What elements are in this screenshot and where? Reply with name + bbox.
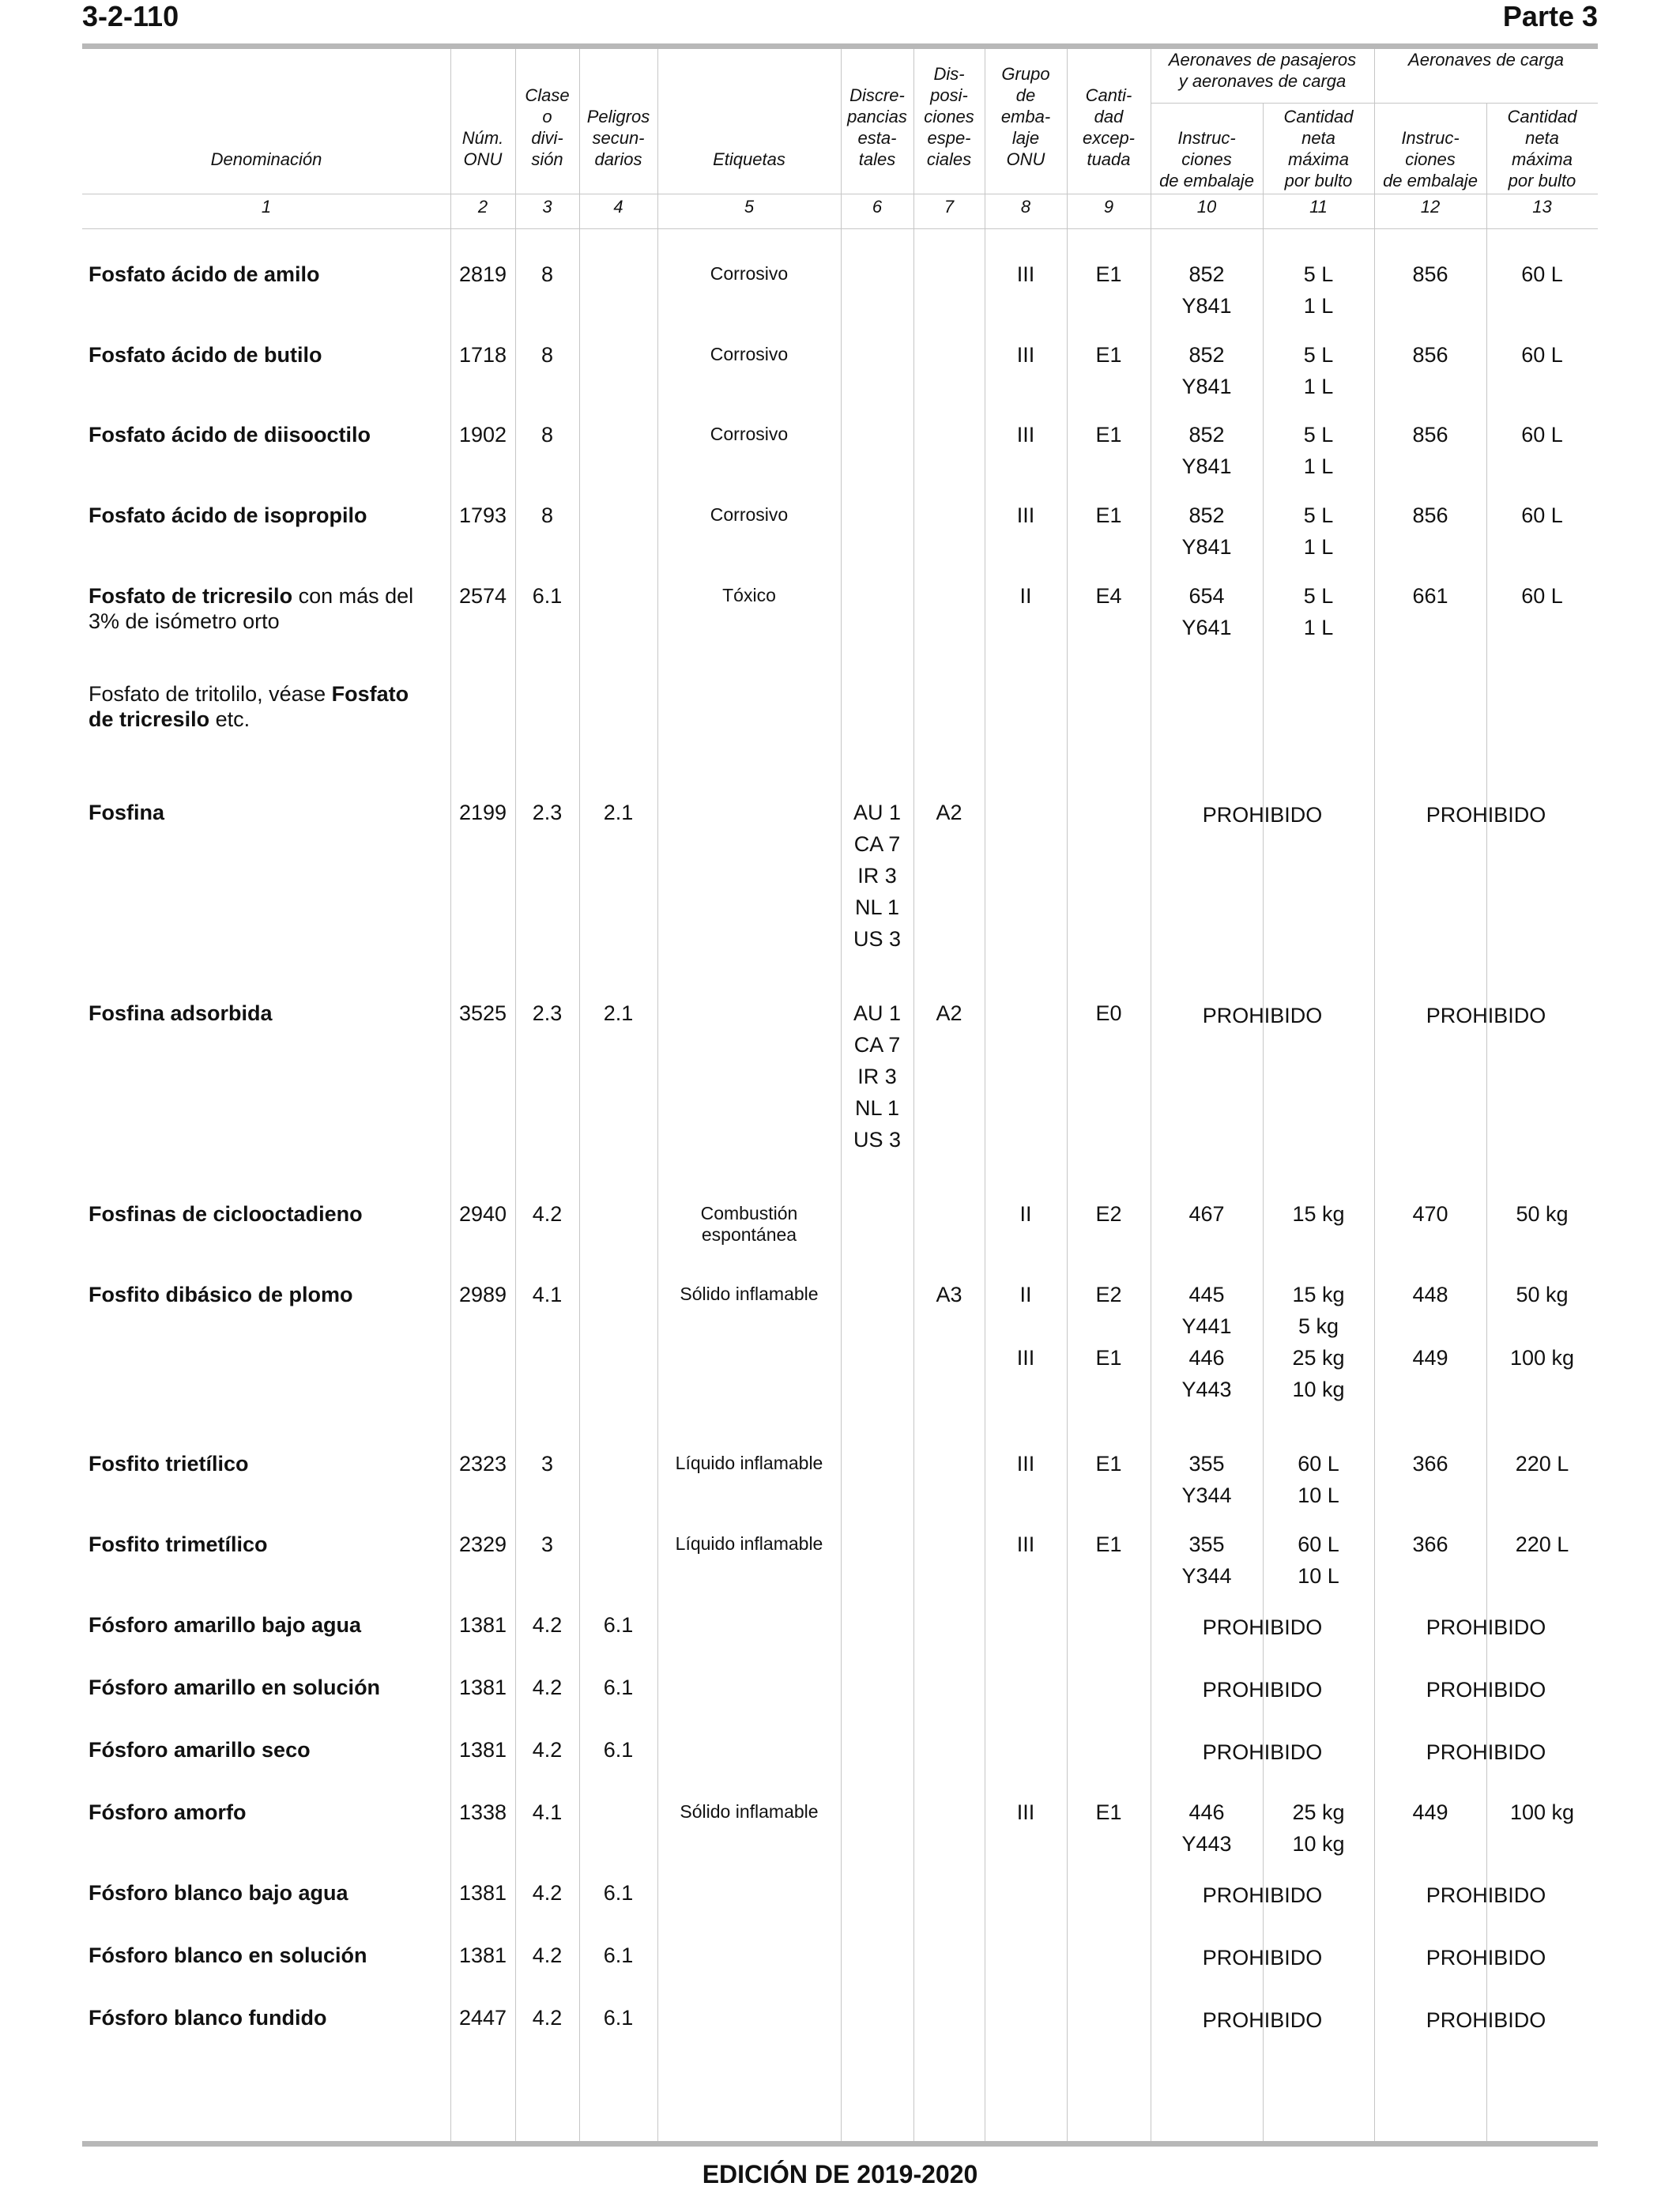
hazard-label: Líquido inflamable [675,1453,823,1473]
name-suffix: con más del 3% de isómetro orto [89,584,414,633]
column-divider [579,49,580,2141]
name-suffix: etc. [209,707,250,731]
passenger-max-net-qty: 15 kg [1292,1202,1345,1226]
name-bold: Fósforo blanco bajo agua [89,1881,348,1905]
part-title: Parte 3 [1502,0,1598,32]
column-number: 1 [261,197,272,217]
column-number: 3 [542,197,552,217]
substance-name [89,1001,436,1026]
header-grupo: Grupo de emba- laje ONU [1000,64,1051,169]
column-number: 7 [944,197,955,217]
excepted-quantity: E1 [1095,1800,1122,1824]
bottom-rule [82,2141,1598,2147]
excepted-quantity: E1 [1095,343,1122,367]
passenger-packing-instruction: 355 Y344 [1181,1452,1232,1507]
column-divider [913,49,914,2141]
name-bold: Fósforo amarillo bajo agua [89,1613,362,1637]
cargo-forbidden: PROHIBIDO [1426,1740,1546,1764]
substance-name [89,342,436,368]
header-discrepancias: Discre- pancias esta- tales [847,85,907,169]
name-bold: Fosfito trimetílico [89,1532,268,1556]
substance-name [89,1800,436,1825]
passenger-packing-instruction: 654 Y641 [1181,584,1232,639]
excepted-quantity: E1 [1095,423,1122,447]
excepted-quantity: E1 [1095,262,1122,286]
name-bold: Fósforo blanco en solución [89,1943,367,1967]
name-prefix: Fosfato de tritolilo, véase [89,682,332,706]
name-bold: Fósforo amarillo en solución [89,1676,381,1699]
header-instr-cargo: Instruc- ciones de embalaje [1383,128,1478,190]
class-division: 8 [541,343,554,367]
header-instr-pass: Instruc- ciones de embalaje [1159,128,1254,190]
passenger-packing-instruction: 446 Y443 [1181,1800,1232,1856]
cargo-packing-instruction: 856 [1412,503,1448,527]
passenger-packing-instruction: 467 [1188,1202,1225,1226]
class-division: 4.2 [532,1738,563,1762]
header-denominacion: Denominación [210,149,322,169]
header-group-passenger: Aeronaves de pasajeros y aeronaves de carga [1168,50,1357,91]
passenger-packing-instruction: 852 Y841 [1181,343,1232,398]
hazard-label: Líquido inflamable [675,1533,823,1554]
hazard-label: Sólido inflamable [680,1284,819,1304]
substance-name [89,681,436,732]
class-division: 4.1 [532,1800,563,1824]
cargo-packing-instruction: 856 [1412,262,1448,286]
cargo-max-net-qty: 220 L [1515,1452,1569,1476]
passenger-max-net-qty: 15 kg 5 kg 25 kg 10 kg [1292,1283,1345,1401]
class-division: 4.2 [532,1943,563,1967]
class-division: 4.2 [532,1613,563,1637]
header-disposiciones: Dis- posi- ciones espe- ciales [924,64,974,169]
header-etiquetas: Etiquetas [713,149,785,169]
un-number: 2447 [458,2006,507,2030]
packing-group: II III [1016,1283,1035,1370]
passenger-packing-instruction: 355 Y344 [1181,1532,1232,1588]
header-group-cargo: Aeronaves de carga [1408,50,1564,70]
subsidiary-hazard: 2.1 [603,801,634,824]
substance-name [89,583,436,634]
hazard-label: Corrosivo [710,424,789,444]
excepted-quantity: E4 [1095,584,1122,608]
class-division: 2.3 [532,801,563,824]
class-division: 4.1 [532,1283,563,1306]
subsidiary-hazard: 6.1 [603,2006,634,2030]
row-divider [82,228,1598,229]
packing-group: II [1019,1202,1032,1226]
cargo-max-net-qty: 220 L [1515,1532,1569,1556]
hazard-label: Sólido inflamable [680,1801,819,1822]
name-bold: Fosfato de tricresilo [89,682,409,731]
passenger-packing-instruction: 445 Y441 446 Y443 [1181,1283,1232,1401]
un-number: 2323 [458,1452,507,1476]
excepted-quantity: E2 [1095,1202,1122,1226]
cargo-forbidden: PROHIBIDO [1426,1615,1546,1639]
cargo-max-net-qty: 60 L [1521,584,1563,608]
passenger-max-net-qty: 5 L 1 L [1303,343,1334,398]
passenger-forbidden: PROHIBIDO [1202,803,1323,827]
name-bold: Fosfina adsorbida [89,1001,273,1025]
cargo-max-net-qty: 60 L [1521,423,1563,447]
un-number: 1902 [458,423,507,447]
passenger-max-net-qty: 60 L 10 L [1298,1452,1339,1507]
passenger-forbidden: PROHIBIDO [1202,2008,1323,2032]
passenger-max-net-qty: 5 L 1 L [1303,262,1334,318]
header-qty-cargo: Cantidad neta máxima por bulto [1507,107,1577,190]
header-peligros: Peligros secun- darios [586,107,650,169]
packing-group: III [1016,503,1035,527]
passenger-max-net-qty: 60 L 10 L [1298,1532,1339,1588]
column-number: 2 [477,197,488,217]
un-number: 1381 [458,1881,507,1905]
passenger-max-net-qty: 25 kg 10 kg [1292,1800,1345,1856]
substance-name [89,262,436,287]
cargo-packing-instruction: 366 [1412,1452,1448,1476]
passenger-max-net-qty: 5 L 1 L [1303,503,1334,559]
cargo-packing-instruction: 470 [1412,1202,1448,1226]
class-division: 8 [541,503,554,527]
name-bold: Fosfato ácido de butilo [89,343,322,367]
top-rule [82,43,1598,49]
state-variations: AU 1 CA 7 IR 3 NL 1 US 3 [853,1001,902,1152]
column-number: 10 [1196,197,1217,217]
packing-group: III [1016,1800,1035,1824]
special-provisions: A2 [936,801,962,824]
cargo-forbidden: PROHIBIDO [1426,1004,1546,1027]
page-number: 3-2-110 [82,0,179,32]
hazard-label: Corrosivo [710,263,789,284]
column-number: 5 [744,197,755,217]
cargo-packing-instruction: 448 449 [1412,1283,1448,1370]
class-division: 2.3 [532,1001,563,1025]
substance-name [89,1532,436,1557]
column-divider [1486,103,1487,2141]
packing-group: II [1019,584,1032,608]
substance-name [89,1880,436,1906]
excepted-quantity: E1 [1095,1532,1122,1556]
class-division: 4.2 [532,2006,563,2030]
substance-name [89,800,436,825]
cargo-max-net-qty: 50 kg [1516,1202,1569,1226]
passenger-packing-instruction: 852 Y841 [1181,262,1232,318]
cargo-forbidden: PROHIBIDO [1426,2008,1546,2032]
cargo-forbidden: PROHIBIDO [1426,1678,1546,1702]
un-number: 2819 [458,262,507,286]
name-bold: Fosfito dibásico de plomo [89,1283,353,1306]
name-bold: Fosfato ácido de amilo [89,262,320,286]
substance-name [89,1282,436,1307]
cargo-packing-instruction: 856 [1412,343,1448,367]
substance-name [89,422,436,447]
un-number: 2574 [458,584,507,608]
un-number: 1718 [458,343,507,367]
passenger-forbidden: PROHIBIDO [1202,1883,1323,1907]
name-bold: Fosfato de tricresilo [89,584,293,608]
substance-name [89,1675,436,1700]
name-bold: Fosfato ácido de isopropilo [89,503,367,527]
name-bold: Fósforo amorfo [89,1800,247,1824]
cargo-max-net-qty: 100 kg [1509,1800,1575,1824]
substance-name [89,1737,436,1762]
name-bold: Fosfito trietílico [89,1452,249,1476]
column-number: 8 [1020,197,1031,217]
subsidiary-hazard: 6.1 [603,1881,634,1905]
excepted-quantity: E1 [1095,503,1122,527]
un-number: 1381 [458,1943,507,1967]
header-clase: Clase o divi- sión [525,85,570,169]
class-division: 8 [541,423,554,447]
cargo-max-net-qty: 60 L [1521,503,1563,527]
hazard-label: Corrosivo [710,504,789,525]
cargo-packing-instruction: 661 [1412,584,1448,608]
class-division: 4.2 [532,1676,563,1699]
header-qty-pass: Cantidad neta máxima por bulto [1283,107,1354,190]
cargo-max-net-qty: 50 kg 100 kg [1509,1283,1575,1370]
class-division: 6.1 [532,584,563,608]
substance-name [89,503,436,528]
substance-name [89,1201,436,1227]
un-number: 1338 [458,1800,507,1824]
hazard-label: Tóxico [722,585,776,605]
packing-group: III [1016,343,1035,367]
subsidiary-hazard: 6.1 [603,1676,634,1699]
cargo-forbidden: PROHIBIDO [1426,1883,1546,1907]
special-provisions: A3 [936,1283,962,1306]
subsidiary-hazard: 6.1 [603,1738,634,1762]
class-division: 4.2 [532,1202,563,1226]
class-division: 3 [541,1532,554,1556]
packing-group: III [1016,1532,1035,1556]
cargo-packing-instruction: 449 [1412,1800,1448,1824]
hazard-label: Combustión espontánea [700,1203,798,1245]
un-number: 3525 [458,1001,507,1025]
substance-name [89,1451,436,1476]
passenger-forbidden: PROHIBIDO [1202,1004,1323,1027]
subsidiary-hazard: 6.1 [603,1943,634,1967]
class-division: 8 [541,262,554,286]
packing-group: III [1016,262,1035,286]
passenger-forbidden: PROHIBIDO [1202,1740,1323,1764]
excepted-quantity: E1 [1095,1452,1122,1476]
un-number: 2940 [458,1202,507,1226]
column-number: 12 [1420,197,1441,217]
passenger-max-net-qty: 5 L 1 L [1303,584,1334,639]
name-bold: Fosfato ácido de diisooctilo [89,423,371,447]
un-number: 1381 [458,1676,507,1699]
hazard-label: Corrosivo [710,344,789,364]
un-number: 1381 [458,1613,507,1637]
edition-footer: EDICIÓN DE 2019-2020 [702,2160,978,2188]
un-number: 2199 [458,801,507,824]
column-number: 11 [1309,197,1328,217]
column-number: 9 [1103,197,1114,217]
column-number: 6 [872,197,883,217]
packing-group: III [1016,423,1035,447]
un-number: 1381 [458,1738,507,1762]
passenger-forbidden: PROHIBIDO [1202,1946,1323,1970]
un-number: 2329 [458,1532,507,1556]
name-bold: Fosfinas de ciclooctadieno [89,1202,363,1226]
subsidiary-hazard: 6.1 [603,1613,634,1637]
un-number: 1793 [458,503,507,527]
substance-name [89,1612,436,1638]
substance-name [89,2005,436,2030]
passenger-forbidden: PROHIBIDO [1202,1678,1323,1702]
name-bold: Fósforo amarillo seco [89,1738,311,1762]
special-provisions: A2 [936,1001,962,1025]
passenger-packing-instruction: 852 Y841 [1181,503,1232,559]
cargo-max-net-qty: 60 L [1521,262,1563,286]
cargo-packing-instruction: 366 [1412,1532,1448,1556]
passenger-packing-instruction: 852 Y841 [1181,423,1232,478]
passenger-max-net-qty: 5 L 1 L [1303,423,1334,478]
column-number: 13 [1532,197,1552,217]
excepted-quantity: E2 E1 [1095,1283,1122,1370]
passenger-forbidden: PROHIBIDO [1202,1615,1323,1639]
class-division: 4.2 [532,1881,563,1905]
class-division: 3 [541,1452,554,1476]
state-variations: AU 1 CA 7 IR 3 NL 1 US 3 [853,801,902,951]
packing-group: III [1016,1452,1035,1476]
name-bold: Fósforo blanco fundido [89,2006,327,2030]
un-number: 2989 [458,1283,507,1306]
header-cantidad-exceptuada: Canti- dad excep- tuada [1082,85,1136,169]
name-bold: Fosfina [89,801,165,824]
substance-name [89,1943,436,1968]
cargo-forbidden: PROHIBIDO [1426,1946,1546,1970]
subsidiary-hazard: 2.1 [603,1001,634,1025]
cargo-max-net-qty: 60 L [1521,343,1563,367]
cargo-packing-instruction: 856 [1412,423,1448,447]
excepted-quantity: E0 [1095,1001,1122,1025]
column-number: 4 [613,197,623,217]
cargo-forbidden: PROHIBIDO [1426,803,1546,827]
header-num-onu: Núm. ONU [461,128,504,169]
